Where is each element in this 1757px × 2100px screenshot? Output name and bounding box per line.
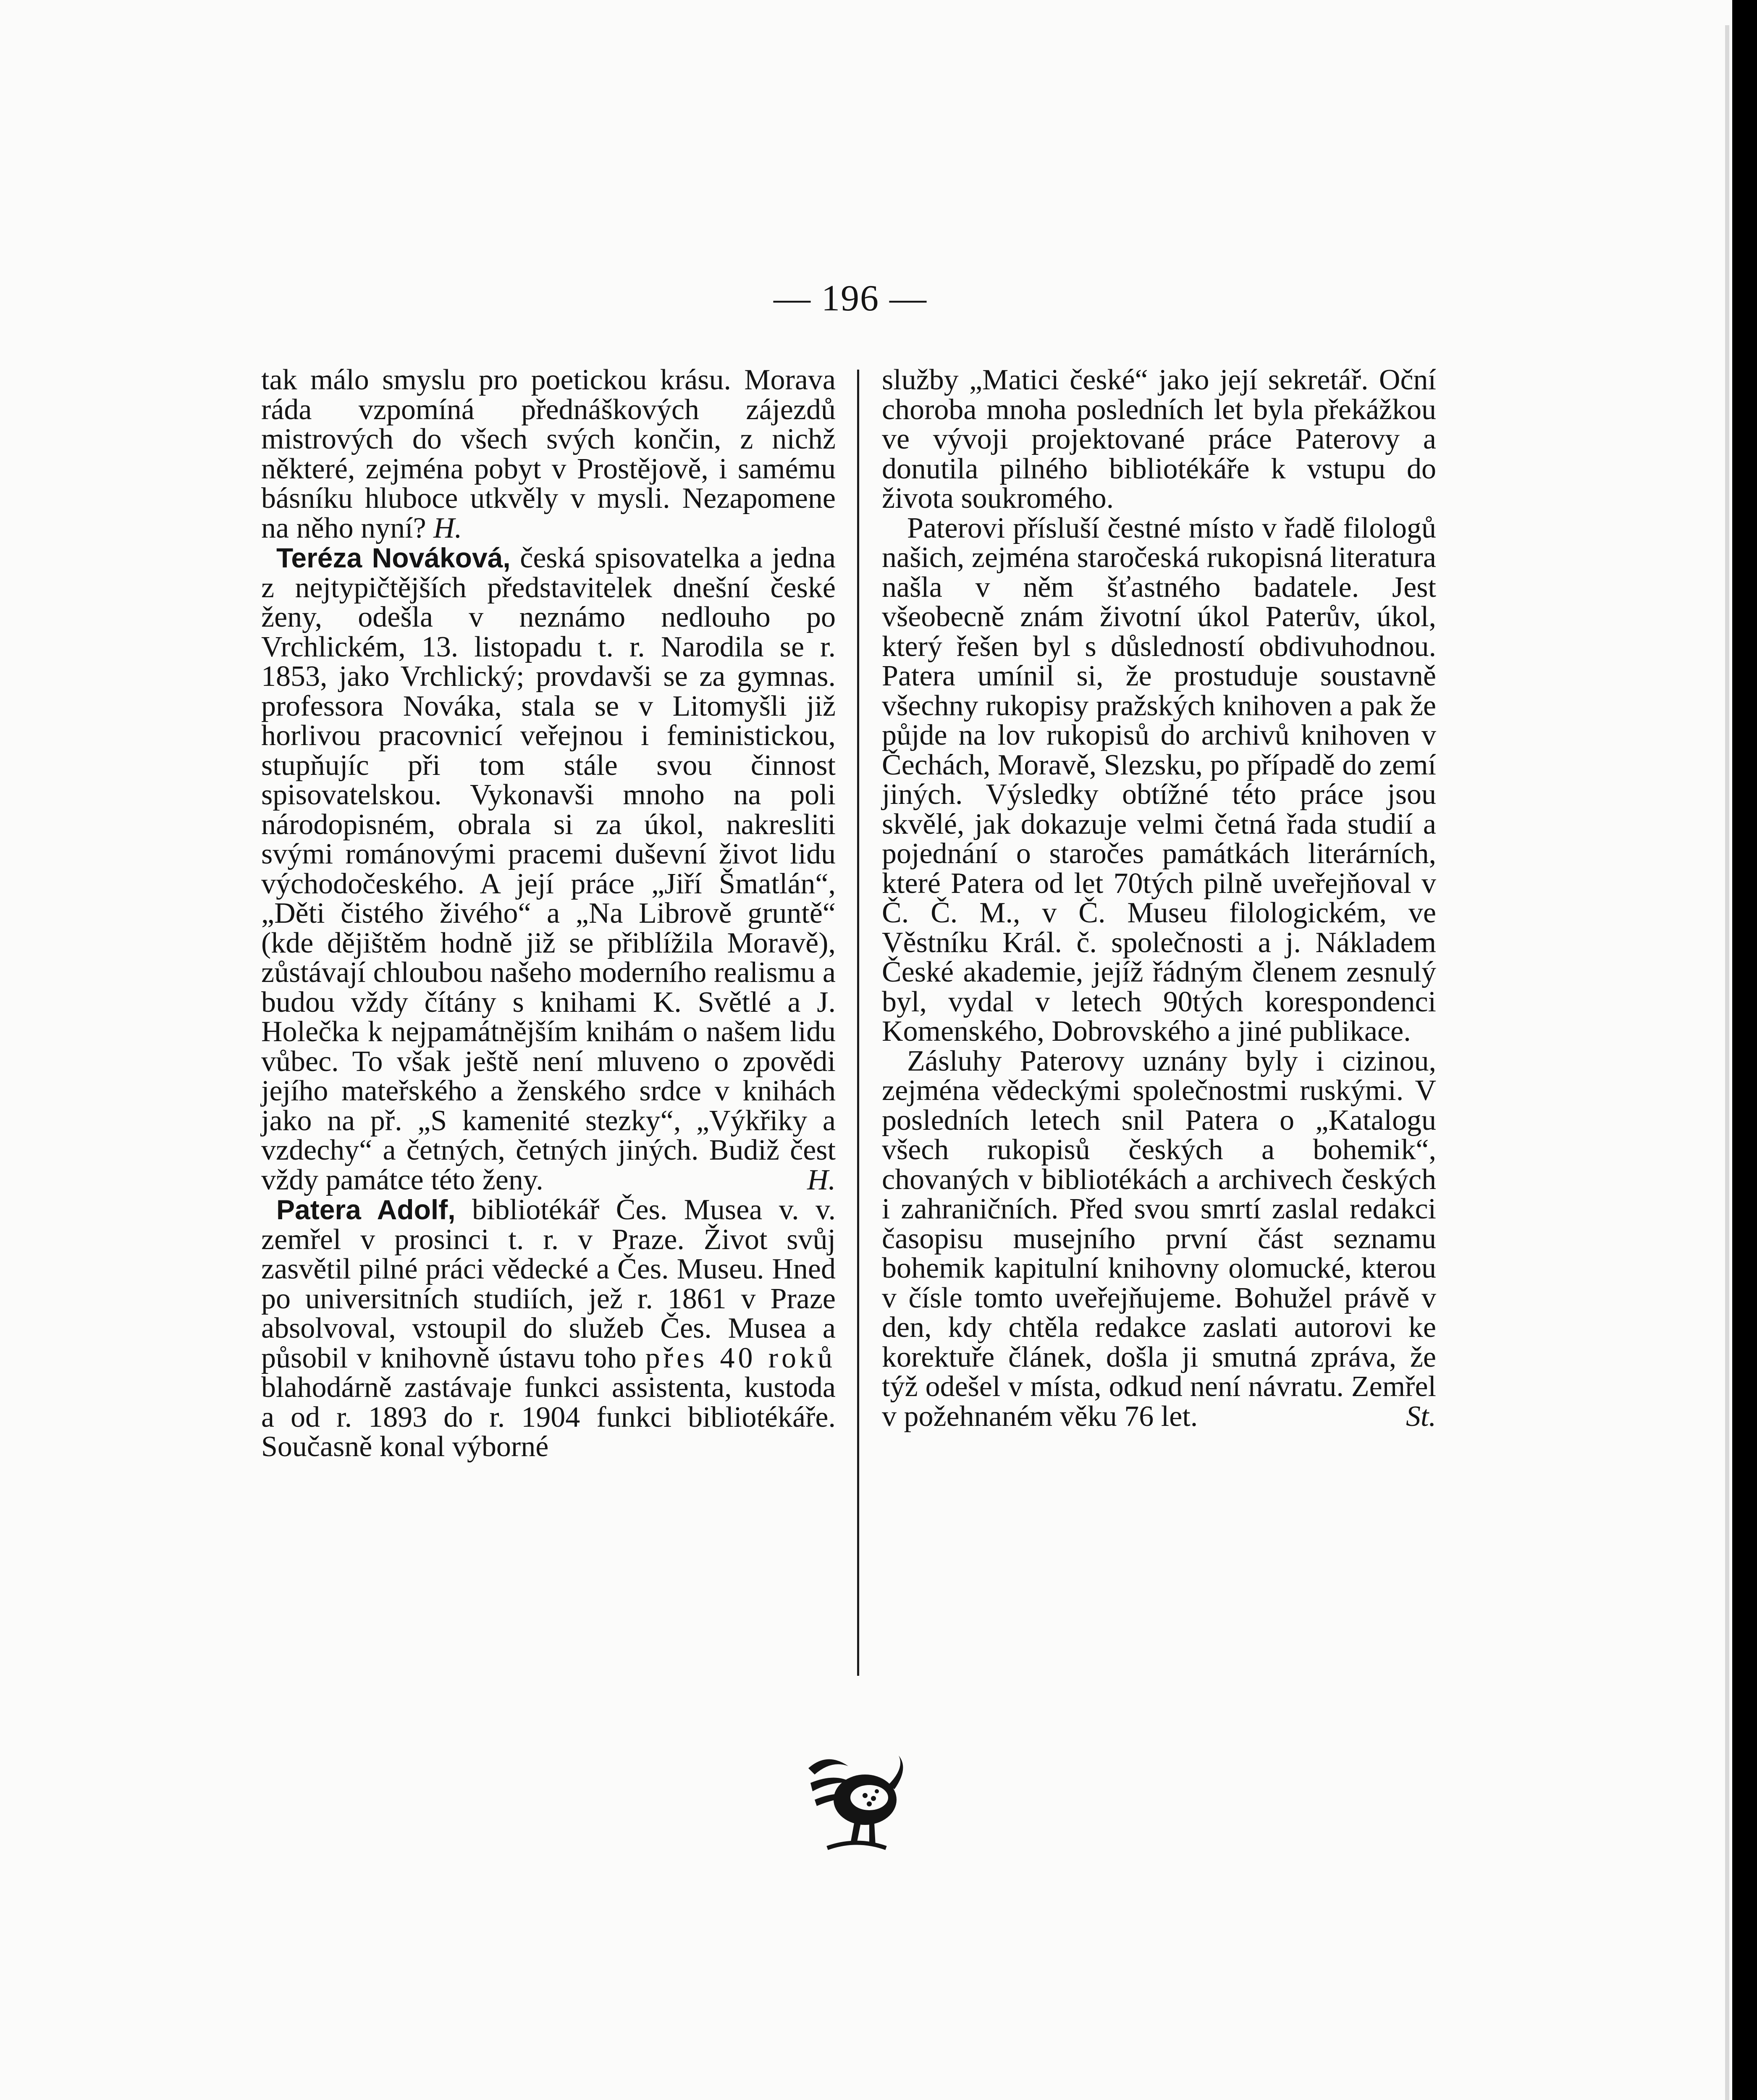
signature: H. (807, 1163, 836, 1196)
spaced-text: přes 40 roků (645, 1341, 836, 1374)
paragraph-philology: Paterovi přísluší čestné místo v řadě filologů našich, zejména staročeská rukopisná literatura našla v něm šťastného badatele. Jest všeobecně znám životní úkol Paterův, úkol, který řešen byl s důsledností obdivuhodnou. Patera umínil si, že prostuduje soustavně všechny rukopisy pražských knihoven a pak že půjde na lov rukopisů do archivů knihoven v Čechách, Moravě, Slezsku, po případě do zemí jiných. Výsledky obtížné této práce jsou skvělé, jak dokazuje velmi četná řada studií a pojednání o staročes památkách literárních, které Patera od let 70tých pilně uveřejňoval v Č. Č. M., v Č. Museu filologickém, ve Věstníku Král. č. společnosti a j. Nákladem České akademie, jejíž řádným členem zesnulý byl, vydal v letech 90tých korespondenci Komenského, Dobrovského a jiné publikace. (882, 512, 1436, 1047)
entry-patera (261, 1195, 836, 1462)
entry-text: blahodárně zastávaje funkci assistenta, kustoda a od r. 1893 do r. 1904 funkci bibliotékáře. Současně konal výborné (261, 1371, 836, 1463)
paragraph-text: tak málo smyslu pro poetickou krásu. Morava ráda vzpomíná přednáškových zájezdů mistrových do všech svých končin, z nichž některé, zejména pobyt v Prostějově, i samému básníku hluboce utkvěly v mysli. Nezapomene na něho nyní? (261, 364, 836, 544)
signature: H. (433, 512, 462, 544)
right-column (882, 365, 1436, 1431)
page-edge-line (1725, 25, 1729, 2100)
entry-text: bibliotékář Čes. Musea v. v. zemřel v prosinci t. r. v Praze. Život svůj zasvětil pilné práci vědecké a Čes. Museu. Hned po universitních studiích, jež r. 1861 v Praze absolvoval, vstoupil do služeb Čes. Musea a působil v knihovně ústavu toho (261, 1194, 836, 1374)
scan-border (1732, 0, 1757, 2100)
page-number: — 196 — (774, 278, 927, 319)
entry-name: Patera Adolf, (276, 1194, 456, 1225)
paragraph-vrchlicky-end (261, 365, 836, 543)
entry-name: Teréza Nováková, (276, 542, 511, 573)
column-rule (857, 370, 859, 1676)
paragraph-continuation: služby „Matici české“ jako její sekretář. Oční choroba mnoha posledních let byla překážkou ve vývoji projektované práce Paterovy a donutila pilného bibliotékáře k vstupu do života soukromého. (882, 364, 1436, 514)
signature: St. (1406, 1400, 1436, 1433)
entry-novakova (261, 543, 836, 1195)
bird-vignette-ornament (802, 1743, 911, 1856)
paragraph-text: Zásluhy Paterovy uznány byly i cizinou, zejména vědeckými společnostmi ruskými. V posledních letech snil Patera o „Katalogu všech rukopisů českých a bohemik“, chovaných v bibliotékách a archivech českých i zahraničních. Před svou smrtí zaslal redakci časopisu musejního první část seznamu bohemik kapitulní knihovny olomucké, kterou v čísle tomto uveřejňujeme. Bohužel právě v den, kdy chtěla redakce zaslati autorovi ke korektuře článek, došla ji smutná zpráva, že týž odešel v místa, odkud není návratu. Zemřel v požehnaném věku 76 let. (882, 1045, 1436, 1433)
paragraph-honours (882, 1047, 1436, 1432)
entry-text: česká spisovatelka a jedna z nejtypičtějších představitelek dnešní české ženy, odešla v neznámo nedlouho po Vrchlickém, 13. listopadu t. r. Narodila se r. 1853, jako Vrchlický; provdavši se za gymnas. professora Nováka, stala se v Litomyšli již horlivou pracovnicí veřejnou i feministickou, stupňujíc při tom stále svou činnost spisovatelskou. Vykonavši mnoho na poli národopisném, obrala si za úkol, nakresliti svými románovými pracemi duševní život lidu východočeského. A její práce „Jiří Šmatlán“, „Děti čistého živého“ a „Na Librově gruntě“ (kde dějištěm hodně již se přiblížila Moravě), zůstávají chloubou našeho moderního realismu a budou vždy čítány s knihami K. Světlé a J. Holečka k nejpamátnějším knihám o našem lidu vůbec. To však ještě není mluveno o zpovědi jejího mateřského a ženského srdce v knihách jako na př. „S kamenité stezky“, „Výkřiky a vzdechy“ a četných, četných jiných. Budiž čest vždy památce této ženy. (261, 542, 836, 1196)
left-column (261, 365, 836, 1462)
